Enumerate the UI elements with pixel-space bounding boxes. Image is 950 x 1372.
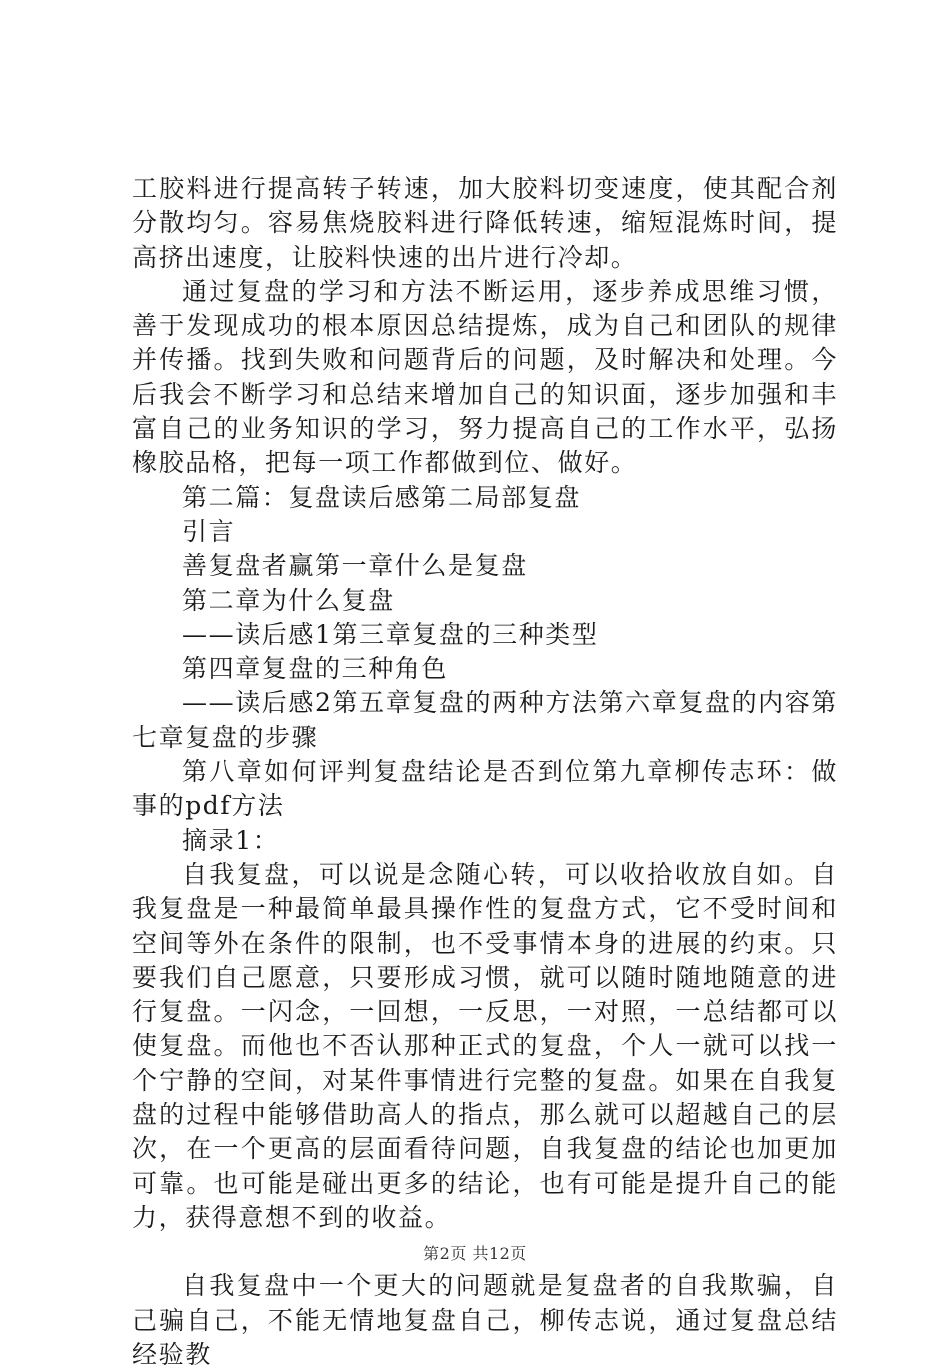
- toc-item-chapter-1: 善复盘者赢第一章什么是复盘: [182, 551, 528, 581]
- document-body: [132, 172, 838, 1372]
- toc-item-chapter-2: 第二章为什么复盘: [182, 585, 395, 615]
- paragraph-continuation: 工胶料进行提高转子转速，加大胶料切变速度，使其配合剂分散均匀。容易焦烧胶料进行降低转速，缩短混炼时间，提高挤出速度，让胶料快速的出片进行冷却。: [132, 174, 838, 272]
- excerpt-paragraph: 自我复盘，可以说是念随心转，可以收拾收放自如。自我复盘是一种最简单最具操作性的复盘方式，它不受时间和空间等外在条件的限制，也不受事情本身的进展的约束。只要我们自己愿意，只要形成习惯，就可以随时随地随意的进行复盘。一闪念，一回想，一反思，一对照，一总结都可以使复盘。而他也不否认那种正式的复盘，个人一就可以找一个宁静的空间，对某件事情进行完整的复盘。如果在自我复盘的过程中能够借助高人的指点，那么就可以超越自己的层次，在一个更高的层面看待问题，自我复盘的结论也加更加可靠。也可能是碰出更多的结论，也有可能是提升自己的能力，获得意想不到的收益。: [132, 859, 838, 1232]
- toc-item-chapter-4: 第四章复盘的三种角色: [182, 654, 449, 684]
- toc-item-chapter-5-7: ——读后感2第五章复盘的两种方法第六章复盘的内容第七章复盘的步骤: [132, 688, 838, 752]
- section-heading: 第二篇：复盘读后感第二局部复盘: [182, 482, 582, 512]
- toc-item-chapter-8-9: 第八章如何评判复盘结论是否到位第九章柳传志环：做事的pdf方法: [132, 757, 838, 821]
- paragraph-conclusion: 通过复盘的学习和方法不断运用，逐步养成思维习惯，善于发现成功的根本原因总结提炼，成为自己和团队的规律并传播。找到失败和问题背后的问题，及时解决和处理。今后我会不断学习和总结来增加自己的知识面，逐步加强和丰富自己的业务知识的学习，努力提高自己的工作水平，弘扬橡胶品格，把每一项工作都做到位、做好。: [132, 276, 838, 478]
- toc-item-chapter-3: ——读后感1第三章复盘的三种类型: [182, 619, 599, 649]
- closing-paragraph: 自我复盘中一个更大的问题就是复盘者的自我欺骗，自己骗自己，不能无情地复盘自己，柳传志说，通过复盘总结经验教: [132, 1271, 838, 1369]
- excerpt-heading: 摘录1：: [182, 825, 280, 855]
- page-footer: 第2页 共12页: [423, 1244, 527, 1263]
- toc-item-intro: 引言: [182, 516, 236, 546]
